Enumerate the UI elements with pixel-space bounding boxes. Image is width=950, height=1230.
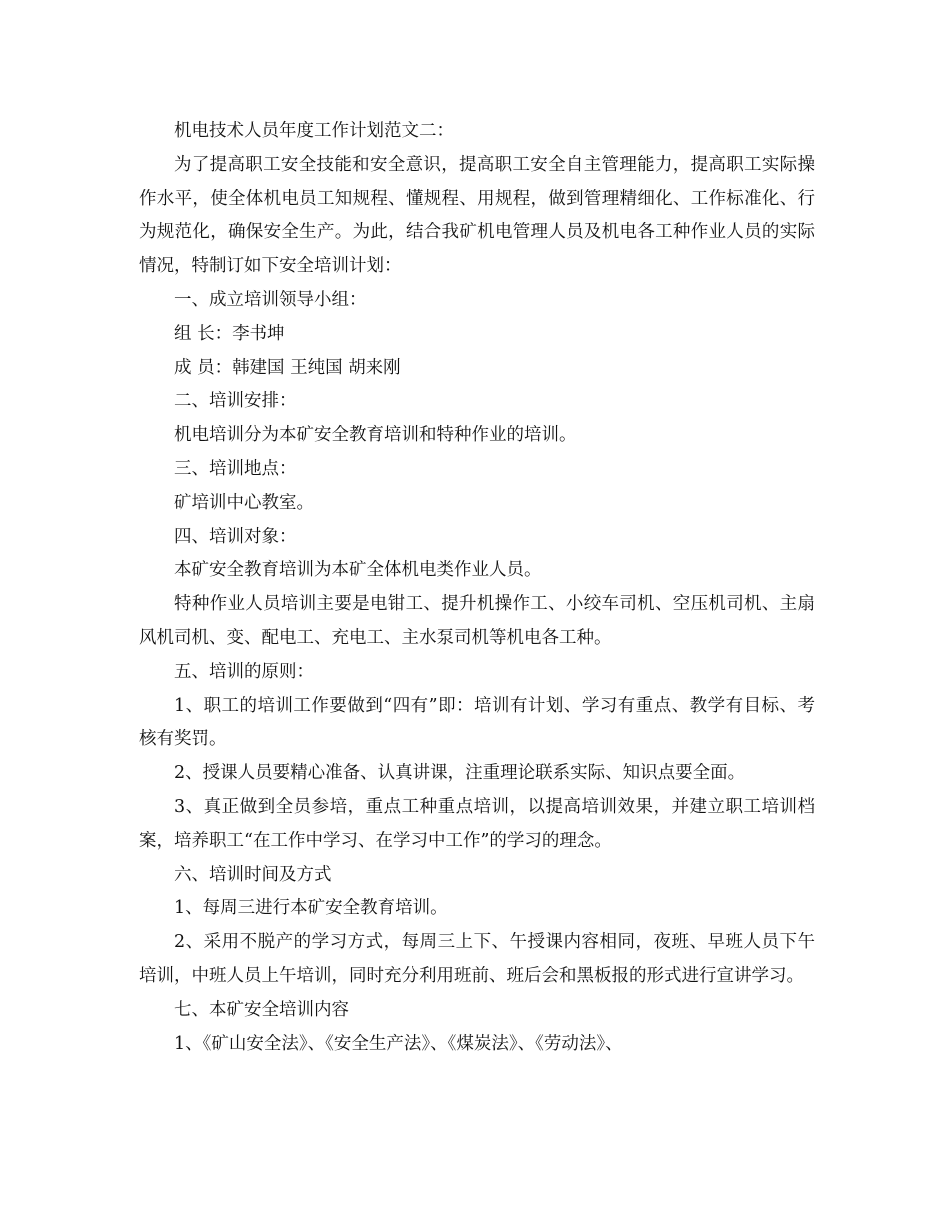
location-paragraph: 矿培训中心教室。 xyxy=(174,492,314,513)
section-heading-4: 四、培训对象： xyxy=(174,526,297,547)
section-heading-3: 三、培训地点： xyxy=(174,458,297,479)
target-paragraph-2: 特种作业人员培训主要是电钳工、提升机操作工、小绞车司机、空压机司机、主扇风机司机、变、配电工、充电工、主水泵司机等机电各工种。 xyxy=(139,594,815,648)
principle-item-1: 1、职工的培训工作要做到“四有”即：培训有计划、学习有重点、教学有目标、考核有奖罚。 xyxy=(139,695,815,750)
principle-item-2: 2、授课人员要精心准备、认真讲课，注重理论联系实际、知识点要全面。 xyxy=(174,763,746,784)
team-members-line: 成 员：韩建国 王纯国 胡来刚 xyxy=(174,357,401,378)
schedule-item-2: 2、采用不脱产的学习方式，每周三上下、午授课内容相同，夜班、早班人员下午培训，中班人员上午培训，同时充分利用班前、班后会和黑板报的形式进行宣讲学习。 xyxy=(139,932,815,986)
document-heading: 机电技术人员年度工作计划范文二： xyxy=(174,121,454,141)
arrangement-paragraph: 机电培训分为本矿安全教育培训和特种作业的培训。 xyxy=(174,425,577,446)
target-paragraph-1: 本矿安全教育培训为本矿全体机电类作业人员。 xyxy=(174,560,542,581)
principle-item-3: 3、真正做到全员参培，重点工种重点培训，以提高培训效果，并建立职工培训档案，培养职工“在工作中学习、在学习中工作”的学习的理念。 xyxy=(139,796,815,851)
section-heading-7: 七、本矿安全培训内容 xyxy=(174,999,349,1020)
section-heading-5: 五、培训的原则： xyxy=(174,661,314,682)
section-heading-2: 二、培训安排： xyxy=(174,391,297,412)
intro-paragraph: 为了提高职工安全技能和安全意识，提高职工安全自主管理能力，提高职工实际操作水平，使全体机电员工知规程、懂规程、用规程，做到管理精细化、工作标准化、行为规范化，确保安全生产。为此，结合我矿机电管理人员及机电各工种作业人员的实际情况，特制订如下安全培训计划： xyxy=(139,154,815,277)
team-leader-line: 组 长：李书坤 xyxy=(174,323,285,344)
document-body xyxy=(139,115,815,1061)
schedule-item-1: 1、每周三进行本矿安全教育培训。 xyxy=(174,898,448,919)
section-heading-1: 一、成立培训领导小组： xyxy=(174,289,367,310)
section-heading-6: 六、培训时间及方式 xyxy=(174,864,332,885)
content-item-1: 1、《矿山安全法》、《安全生产法》、《煤炭法》、《劳动法》、 xyxy=(174,1033,623,1054)
